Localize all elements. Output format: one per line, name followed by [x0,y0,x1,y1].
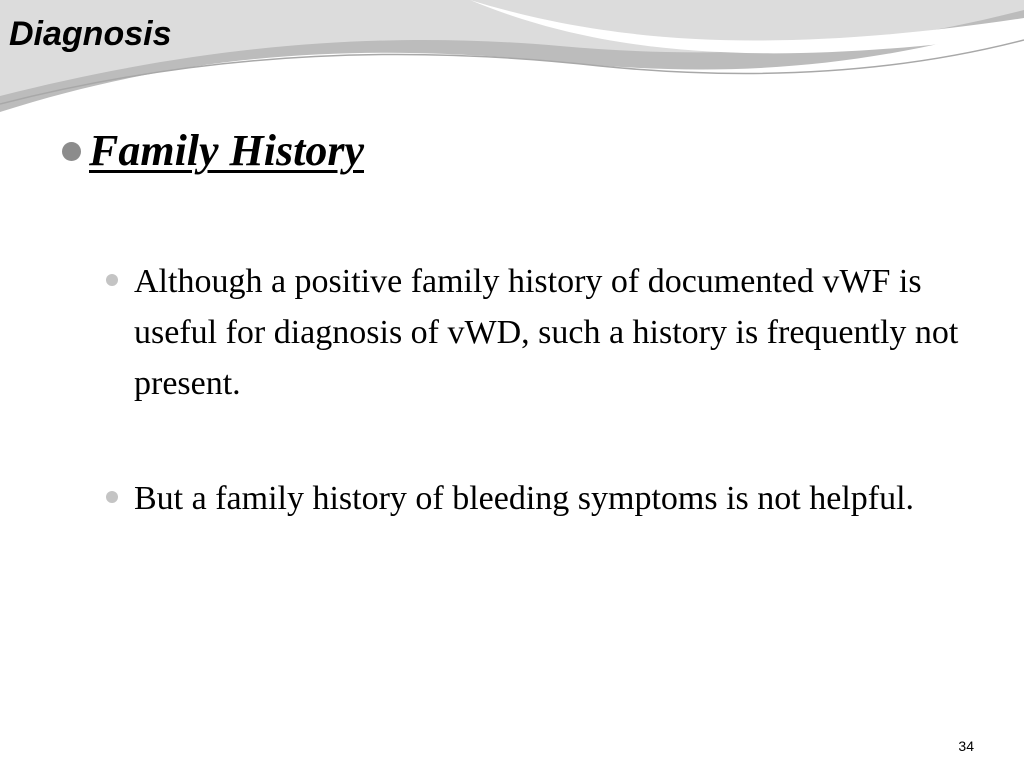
sub-bullet-text: Although a positive family history of documented vWF is useful for diagnosis of vWD, such a history is frequently not present. [134,263,959,402]
slide-title: Diagnosis [9,15,172,53]
bullet-family-history [62,124,364,178]
bullet-dot-icon [62,142,81,161]
sub-bullet-text: But a family history of bleeding symptoms is not helpful. [134,480,915,517]
sub-bullet-bleeding-symptoms [106,473,976,524]
bullet-heading: Family History [89,126,364,175]
sub-bullet-dot-icon [106,274,118,286]
sub-bullet-positive-history [106,256,976,409]
sub-bullet-dot-icon [106,491,118,503]
page-number: 34 [958,738,974,754]
